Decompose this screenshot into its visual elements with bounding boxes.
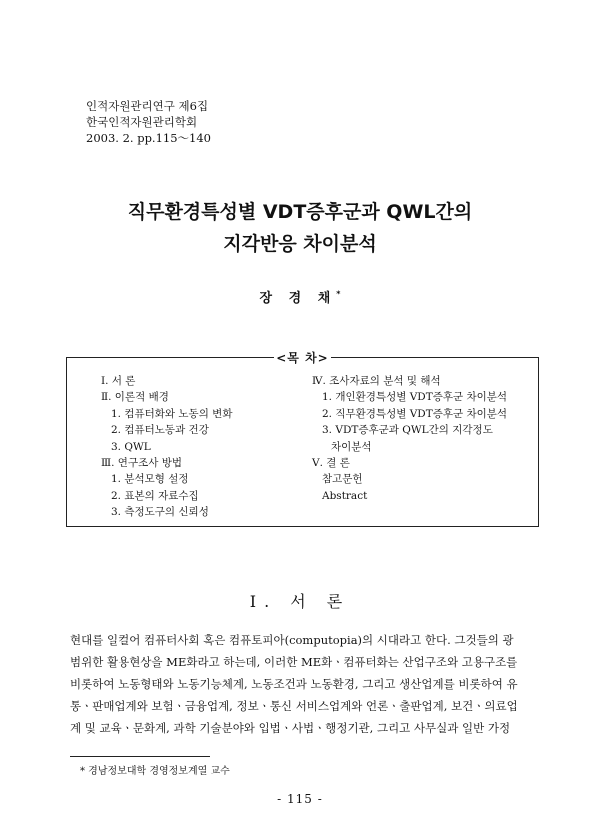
page-number: - 115 - — [277, 792, 323, 806]
toc-item: 2. 컴퓨터노동과 건강 — [111, 424, 209, 437]
toc-item: Ⅴ. 결 론 — [312, 457, 350, 470]
toc-item: 2. 표본의 자료수집 — [111, 489, 199, 502]
body-paragraph — [70, 629, 532, 739]
toc-left-column — [101, 373, 232, 521]
toc-item: 1. 개인환경특성별 VDT증후군 차이분석 — [322, 391, 508, 404]
body-line: 비롯하여 노동형태와 노동기능체계, 노동조건과 노동환경, 그리고 생산업계를 비롯하여 유 — [70, 677, 518, 691]
toc-right-column — [312, 373, 507, 504]
toc-item: 2. 직무환경특성별 VDT증후군 차이분석 — [322, 407, 508, 420]
toc-item: 3. QWL — [111, 440, 151, 453]
toc-item: Ⅲ. 연구조사 방법 — [101, 457, 182, 470]
author-name: 장 경 채 — [259, 291, 337, 306]
footnote-divider — [70, 756, 210, 757]
toc-item: 차이분석 — [331, 440, 372, 453]
journal-name: 인적자원관리연구 제6집 — [86, 99, 209, 113]
body-line: 현대를 일컬어 컴퓨터사회 혹은 컴퓨토피아(computopia)의 시대라고 한다. 그것들의 광 — [70, 633, 514, 647]
toc-item: Ⅱ. 이론적 배경 — [101, 391, 169, 404]
toc-item: Abstract — [322, 489, 368, 502]
body-line: 범위한 활용현상을 ME화라고 하는데, 이러한 ME화ㆍ컴퓨터화는 산업구조와 고용구조를 — [70, 655, 518, 669]
table-of-contents — [66, 351, 539, 527]
toc-header: <목 차> — [276, 351, 329, 365]
toc-item: 3. 측정도구의 신뢰성 — [111, 506, 209, 519]
toc-header-wrap — [67, 349, 538, 366]
title-line-2: 지각반응 차이분석 — [223, 233, 377, 255]
body-line: 통ㆍ판매업계와 보험ㆍ금융업계, 정보ㆍ통신 서비스업계와 언론ㆍ출판업계, 보건ㆍ의료업 — [70, 699, 518, 713]
toc-item: Ⅳ. 조사자료의 분석 및 해석 — [312, 375, 441, 387]
paper-title — [0, 196, 600, 260]
toc-item: 참고문헌 — [322, 473, 363, 486]
section-heading: Ⅰ. 서 론 — [249, 592, 351, 611]
body-line: 계 및 교육ㆍ문화계, 과학 기술분야와 입법ㆍ사법ㆍ행정기관, 그리고 사무실과 일반 가정 — [70, 721, 511, 735]
toc-item: 1. 분석모형 설정 — [111, 473, 189, 486]
toc-item: Ⅰ. 서 론 — [101, 375, 136, 387]
journal-society: 한국인적자원관리학회 — [86, 115, 198, 129]
toc-item: 3. VDT증후군과 QWL간의 지각정도 — [322, 424, 493, 437]
author — [0, 287, 600, 306]
title-line-1: 직무환경특성별 VDT증후군과 QWL간의 — [127, 201, 473, 223]
journal-info — [86, 98, 211, 146]
journal-issue: 2003. 2. pp.115～140 — [86, 131, 211, 145]
footnote: * 경남정보대학 경영정보계열 교수 — [80, 766, 230, 777]
toc-item: 1. 컴퓨터화와 노동의 변화 — [111, 407, 233, 420]
author-footnote-mark: * — [336, 289, 341, 299]
